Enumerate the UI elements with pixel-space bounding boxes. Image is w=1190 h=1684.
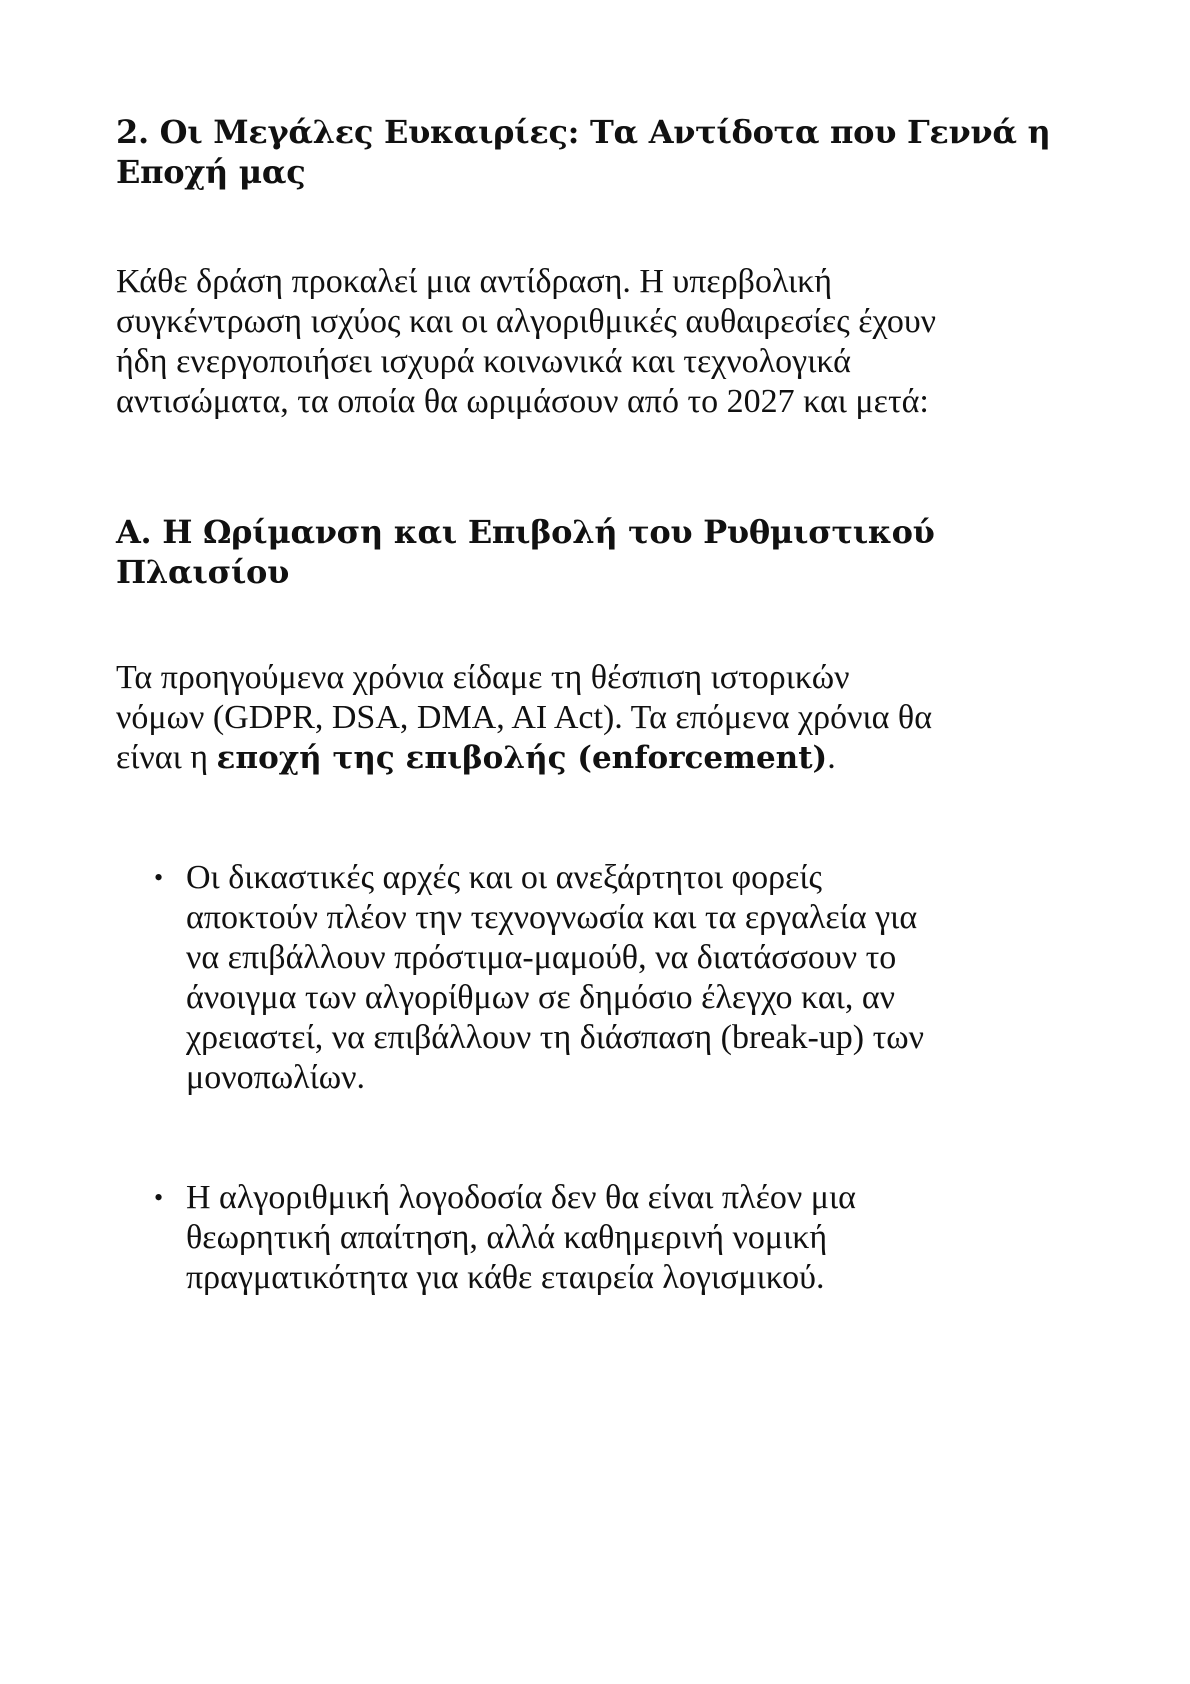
section-title-line: Εποχή μας: [116, 153, 306, 191]
text-line: άνοιγμα των αλγορίθμων σε δημόσιο έλεγχο και, αν: [186, 979, 896, 1016]
enforcement-paragraph: [116, 658, 1076, 778]
text-line: Κάθε δράση προκαλεί μια αντίδραση. Η υπερβολική: [116, 263, 833, 300]
subsection-title-line: Α. Η Ωρίμανση και Επιβολή του Ρυθμιστικού: [116, 513, 935, 551]
text-line: να επιβάλλουν πρόστιμα-μαμούθ, να διατάσσουν το: [186, 939, 897, 976]
text-line: νόμων (GDPR, DSA, DMA, AI Act). Τα επόμενα χρόνια θα: [116, 699, 933, 736]
list-item: [116, 858, 1076, 1098]
text-line: ήδη ενεργοποιήσει ισχυρά κοινωνικά και τεχνολογικά: [116, 343, 851, 380]
section-title-line: 2. Οι Μεγάλες Ευκαιρίες: Τα Αντίδοτα που Γεννά η: [116, 113, 1051, 151]
bullet-list: [116, 858, 1076, 1298]
text-line: Οι δικαστικές αρχές και οι ανεξάρτητοι φορείς: [186, 859, 822, 896]
text-line: χρειαστεί, να επιβάλλουν τη διάσπαση (break-up) των: [186, 1019, 925, 1056]
text-line: αποκτούν πλέον την τεχνογνωσία και τα εργαλεία για: [186, 899, 918, 936]
emphasis-text: εποχή της επιβολής (enforcement): [216, 740, 828, 776]
text-line: Η αλγοριθμική λογοδοσία δεν θα είναι πλέον μια: [186, 1179, 856, 1216]
text-line: μονοπωλίων.: [186, 1059, 366, 1096]
text-line: πραγματικότητα για κάθε εταιρεία λογισμικού.: [186, 1259, 825, 1296]
list-item: [116, 1178, 1076, 1298]
text-line-suffix: .: [827, 739, 836, 776]
text-line: θεωρητική απαίτηση, αλλά καθημερινή νομική: [186, 1219, 828, 1256]
text-line: αντισώματα, τα οποία θα ωριμάσουν από το 2027 και μετά:: [116, 383, 929, 420]
document-page: [116, 112, 1076, 1298]
bullet-icon: •: [154, 863, 164, 892]
subsection-title: [116, 512, 1076, 592]
bullet-icon: •: [154, 1183, 164, 1212]
text-line-prefix: είναι η: [116, 739, 217, 776]
text-line: συγκέντρωση ισχύος και οι αλγοριθμικές αυθαιρεσίες έχουν: [116, 303, 937, 340]
intro-paragraph: [116, 262, 1076, 422]
text-line: Τα προηγούμενα χρόνια είδαμε τη θέσπιση ιστορικών: [116, 659, 850, 696]
section-title: [116, 112, 1076, 192]
subsection-title-line: Πλαισίου: [116, 553, 289, 591]
